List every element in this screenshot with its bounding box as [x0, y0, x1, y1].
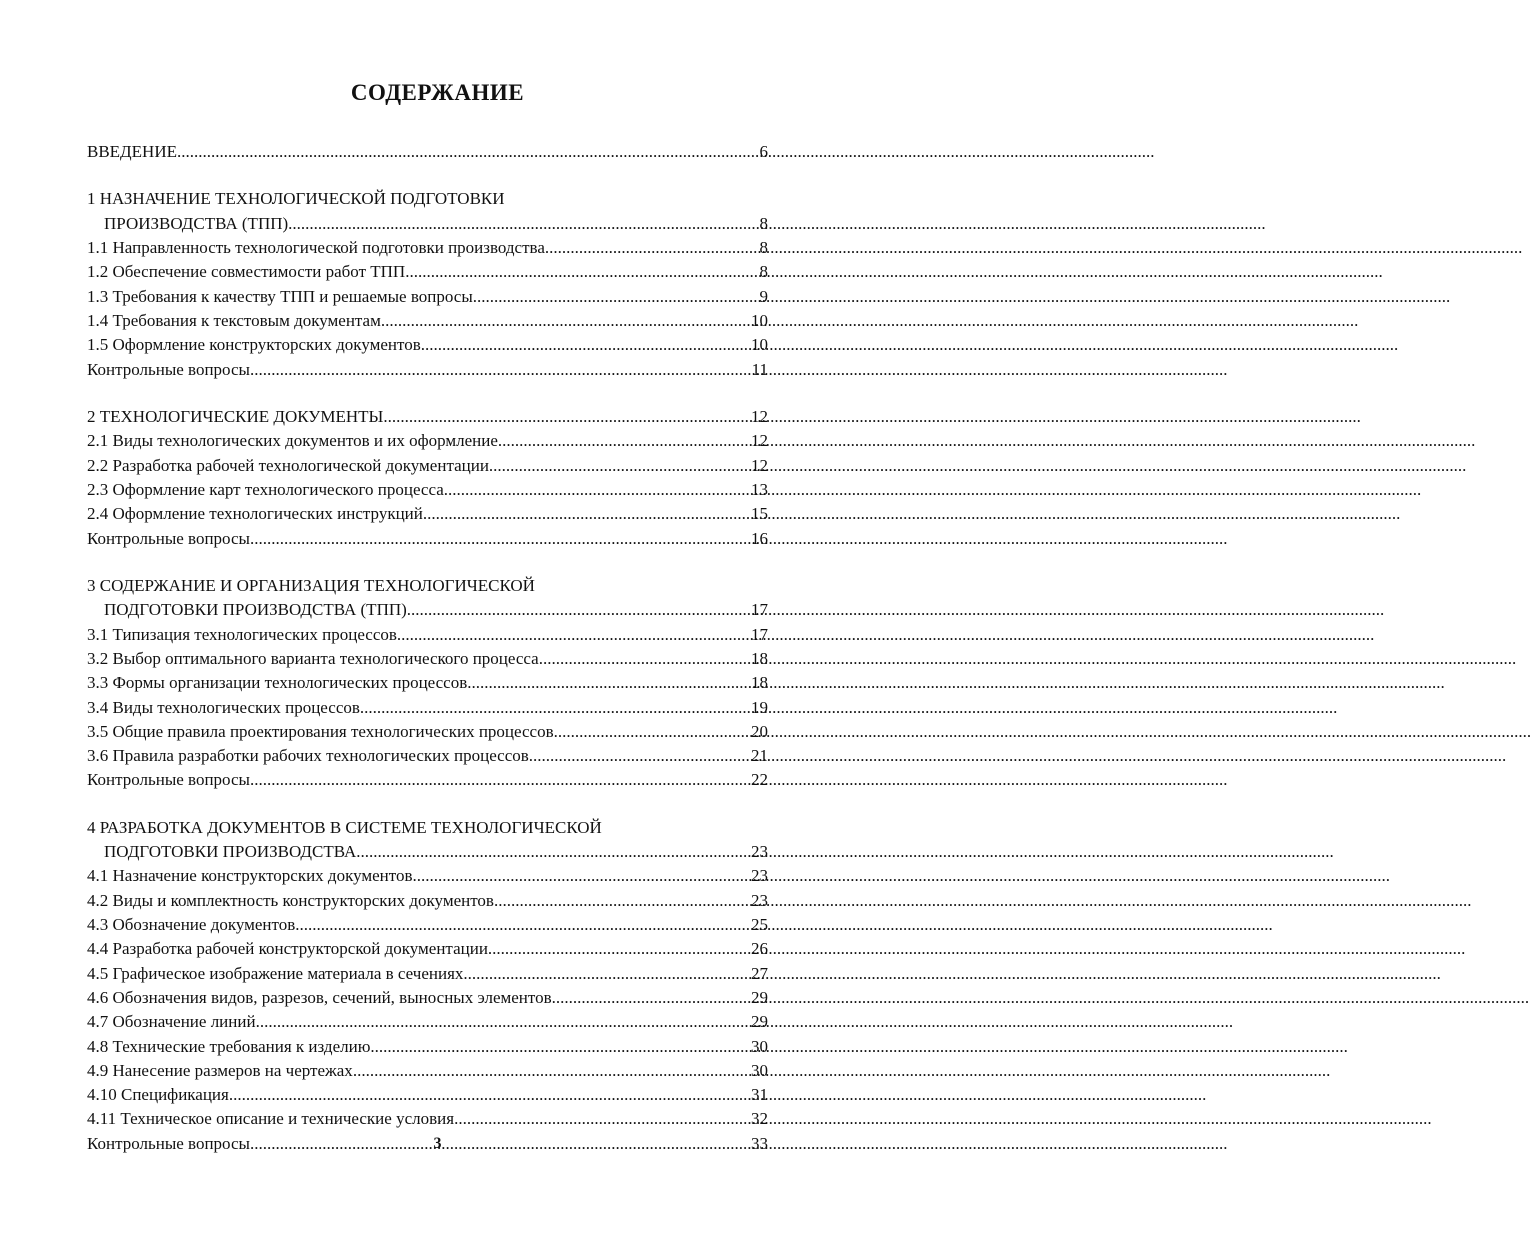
toc-entry-page: 10	[751, 310, 768, 330]
dot-leader	[383, 405, 750, 429]
toc-entry-page: 6	[759, 142, 768, 161]
dot-leader	[454, 1107, 750, 1131]
dot-leader	[250, 358, 751, 382]
toc-entry-page: 29	[751, 1012, 768, 1032]
toc-entry[interactable]	[87, 720, 768, 744]
toc-entry[interactable]	[87, 333, 768, 357]
toc-entry-page: 16	[751, 528, 768, 548]
toc-entry-page: 15	[751, 504, 768, 524]
chapter-heading-cont[interactable]	[87, 598, 768, 622]
toc-entry-page: 25	[751, 915, 768, 935]
toc-entry-page: 21	[751, 746, 768, 766]
toc-entry[interactable]	[87, 285, 768, 309]
toc-entry[interactable]	[87, 429, 768, 453]
toc-entry[interactable]	[87, 260, 768, 284]
toc-entry-title: 4.5 Графическое изображение материала в сечениях	[87, 963, 464, 983]
toc-entry[interactable]	[87, 744, 768, 768]
dot-leader	[539, 647, 750, 671]
toc-entry-page: 12	[751, 431, 768, 451]
toc-entry[interactable]	[87, 768, 768, 792]
toc-section-chapter-2	[87, 405, 768, 551]
toc-entry[interactable]	[87, 937, 768, 961]
toc-entry-page: 9	[759, 286, 768, 306]
dot-leader	[397, 623, 750, 647]
toc-entry-page: 17	[751, 600, 768, 620]
toc-entry-page: 12	[751, 407, 768, 427]
toc-entry-page: 8	[759, 262, 768, 282]
toc-entry[interactable]	[87, 454, 768, 478]
toc-entry-page: 12	[751, 455, 768, 475]
toc-entry-title: 2.4 Оформление технологических инструкций	[87, 504, 423, 524]
chapter-heading[interactable]: 4 РАЗРАБОТКА ДОКУМЕНТОВ В СИСТЕМЕ ТЕХНОЛОГИЧЕСКОЙ	[87, 817, 602, 837]
toc-entry-title: 3.4 Виды технологических процессов	[87, 697, 360, 717]
toc-entry-page: 27	[751, 963, 768, 983]
dot-leader	[423, 502, 750, 526]
dot-leader	[554, 720, 750, 744]
toc-entry-page: 30	[751, 1060, 768, 1080]
toc-entry-title: 1.3 Требования к качеству ТПП и решаемые вопросы	[87, 286, 473, 306]
toc-entry[interactable]	[87, 864, 768, 888]
toc-entry-page: 23	[751, 866, 768, 886]
dot-leader	[381, 309, 750, 333]
toc-entry-title: Контрольные вопросы	[87, 528, 250, 548]
table-of-contents	[87, 140, 768, 1179]
toc-entry[interactable]	[87, 1010, 768, 1034]
toc-entry-page: 33	[751, 1133, 768, 1153]
dot-leader	[498, 429, 750, 453]
toc-entry-title: Контрольные вопросы	[87, 770, 250, 790]
toc-entry-page: 10	[751, 335, 768, 355]
toc-entry[interactable]	[87, 913, 768, 937]
toc-entry-title: 4.10 Спецификация	[87, 1085, 229, 1105]
toc-entry-title: 4.6 Обозначения видов, разрезов, сечений, выносных элементов	[87, 987, 552, 1007]
toc-entry-title: 2.3 Оформление карт технологического процесса	[87, 479, 444, 499]
dot-leader	[488, 937, 750, 961]
dot-leader	[494, 889, 750, 913]
toc-entry-title: 3.1 Типизация технологических процессов	[87, 624, 397, 644]
toc-section-chapter-4	[87, 816, 768, 1156]
toc-entry-title: 4.8 Технические требования к изделию	[87, 1036, 371, 1056]
toc-entry-title: 1.4 Требования к текстовым документам	[87, 310, 381, 330]
toc-entry[interactable]	[87, 236, 768, 260]
toc-entry-title: 3.6 Правила разработки рабочих технологических процессов	[87, 746, 529, 766]
toc-entry-title: 4.3 Обозначение документов	[87, 915, 296, 935]
toc-entry[interactable]	[87, 1059, 768, 1083]
dot-leader	[545, 236, 759, 260]
dot-leader	[356, 840, 750, 864]
toc-entry[interactable]	[87, 623, 768, 647]
toc-entry-page: 8	[759, 238, 768, 258]
dot-leader	[552, 986, 750, 1010]
dot-leader	[421, 333, 750, 357]
toc-entry-title: 4.4 Разработка рабочей конструкторской документации	[87, 939, 488, 959]
toc-entry-title: 4.2 Виды и комплектность конструкторских документов	[87, 890, 494, 910]
dot-leader	[463, 962, 750, 986]
toc-entry[interactable]	[87, 502, 768, 526]
dot-leader	[407, 598, 750, 622]
toc-entry-title: 3.2 Выбор оптимального варианта технологического процесса	[87, 648, 539, 668]
dot-leader	[177, 140, 759, 164]
dot-leader	[529, 744, 750, 768]
toc-entry[interactable]	[87, 1083, 768, 1107]
toc-entry-title: 3.3 Формы организации технологических процессов	[87, 673, 468, 693]
dot-leader	[353, 1059, 750, 1083]
toc-entry[interactable]	[87, 889, 768, 913]
toc-entry-title: Контрольные вопросы	[87, 1133, 250, 1153]
dot-leader	[288, 212, 758, 236]
toc-section-chapter-3	[87, 574, 768, 793]
dot-leader	[250, 768, 750, 792]
toc-entry[interactable]	[87, 986, 768, 1010]
toc-entry-page: 17	[751, 624, 768, 644]
toc-entry-page: 11	[751, 359, 768, 379]
dot-leader	[256, 1010, 750, 1034]
chapter-heading-cont[interactable]	[87, 840, 768, 864]
toc-entry-title: ПОДГОТОВКИ ПРОИЗВОДСТВА (ТПП)	[104, 600, 407, 620]
dot-leader	[229, 1083, 750, 1107]
dot-leader	[370, 1035, 750, 1059]
toc-entry-title: 4.7 Обозначение линий	[87, 1012, 256, 1032]
dot-leader	[473, 285, 759, 309]
toc-entry-page: 19	[751, 697, 768, 717]
dot-leader	[250, 527, 750, 551]
chapter-heading[interactable]	[87, 405, 768, 429]
toc-entry-page: 26	[751, 939, 768, 959]
toc-entry-title: 4.9 Нанесение размеров на чертежах	[87, 1060, 353, 1080]
toc-entry-page: 22	[751, 770, 768, 790]
toc-entry[interactable]	[87, 647, 768, 671]
toc-entry-title: 2 ТЕХНОЛОГИЧЕСКИЕ ДОКУМЕНТЫ	[87, 407, 384, 427]
toc-entry-page: 30	[751, 1036, 768, 1056]
toc-section-chapter-1	[87, 187, 768, 381]
dot-leader	[295, 913, 750, 937]
chapter-heading-cont[interactable]	[87, 212, 768, 236]
toc-entry-title: Контрольные вопросы	[87, 359, 250, 379]
toc-entry-page: 18	[751, 673, 768, 693]
toc-entry-title: ПОДГОТОВКИ ПРОИЗВОДСТВА	[104, 842, 357, 862]
toc-entry-title: ВВЕДЕНИЕ	[87, 142, 177, 161]
toc-entry[interactable]	[87, 358, 768, 382]
page-title: СОДЕРЖАНИЕ	[350, 80, 525, 105]
toc-entry-title: ПРОИЗВОДСТВА (ТПП)	[104, 213, 289, 233]
page-number: 3	[433, 1135, 442, 1152]
toc-entry-title: 2.1 Виды технологических документов и их оформление	[87, 431, 498, 451]
toc-entry-page: 18	[751, 648, 768, 668]
toc-entry-page: 31	[751, 1085, 768, 1105]
toc-entry[interactable]	[87, 527, 768, 551]
toc-entry-title: 4.11 Техническое описание и технические условия	[87, 1109, 455, 1129]
dot-leader	[489, 454, 750, 478]
toc-entry-page: 20	[751, 721, 768, 741]
toc-section-intro	[87, 140, 768, 164]
dot-leader	[413, 864, 750, 888]
toc-entry[interactable]	[87, 478, 768, 502]
toc-entry-title: 1.1 Направленность технологической подготовки производства	[87, 238, 545, 258]
toc-entry-title: 3.5 Общие правила проектирования технологических процессов	[87, 721, 554, 741]
toc-entry-page: 32	[751, 1109, 768, 1129]
toc-entry-title: 1.5 Оформление конструкторских документов	[87, 335, 421, 355]
chapter-heading[interactable]: 1 НАЗНАЧЕНИЕ ТЕХНОЛОГИЧЕСКОЙ ПОДГОТОВКИ	[87, 189, 505, 209]
toc-entry-title: 1.2 Обеспечение совместимости работ ТПП	[87, 262, 406, 282]
dot-leader	[444, 478, 750, 502]
toc-entry-page: 8	[759, 213, 768, 233]
toc-entry-title: 2.2 Разработка рабочей технологической документации	[87, 455, 489, 475]
toc-entry[interactable]	[87, 671, 768, 695]
toc-entry[interactable]	[87, 309, 768, 333]
dot-leader	[405, 260, 758, 284]
chapter-heading[interactable]: 3 СОДЕРЖАНИЕ И ОРГАНИЗАЦИЯ ТЕХНОЛОГИЧЕСКОЙ	[87, 576, 535, 596]
toc-entry-page: 23	[751, 890, 768, 910]
toc-entry-title: 4.1 Назначение конструкторских документов	[87, 866, 413, 886]
toc-entry[interactable]	[87, 962, 768, 986]
toc-entry[interactable]	[87, 140, 768, 164]
toc-entry-page: 29	[751, 987, 768, 1007]
toc-entry-page: 23	[751, 842, 768, 862]
toc-entry[interactable]	[87, 1107, 768, 1131]
toc-entry-page: 13	[751, 479, 768, 499]
toc-entry[interactable]	[87, 696, 768, 720]
dot-leader	[360, 696, 750, 720]
dot-leader	[467, 671, 750, 695]
toc-entry[interactable]	[87, 1035, 768, 1059]
